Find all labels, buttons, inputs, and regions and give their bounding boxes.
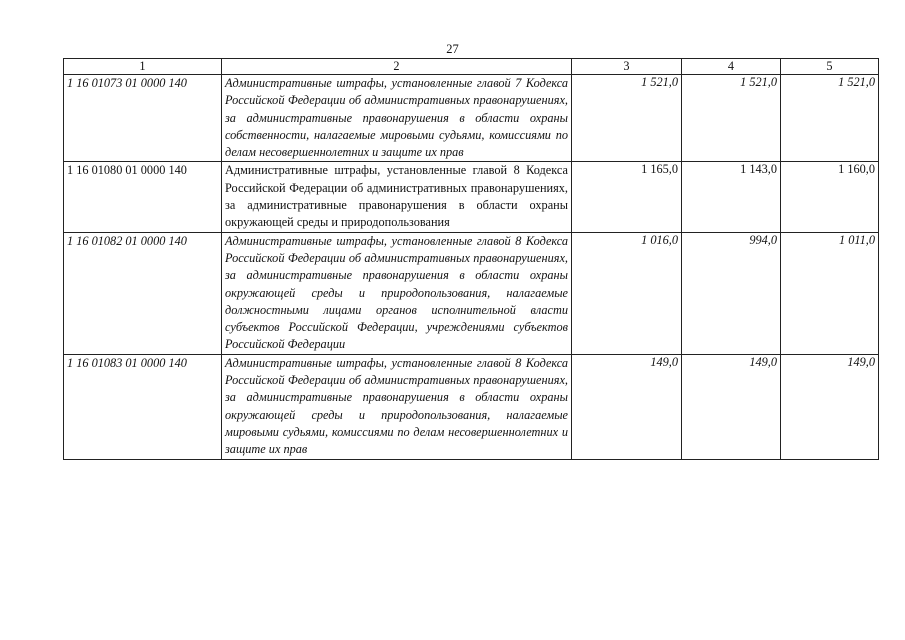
column-header-4: 4: [682, 59, 781, 75]
revenue-table: [63, 58, 879, 460]
budget-code-cell: 1 16 01083 01 0000 140: [64, 354, 222, 459]
description-cell: Административные штрафы, установленные главой 7 Кодекса Российской Федерации об административных правонарушениях, за административные правонарушения в области охраны собственности, налагаемые мировыми судьями, комиссиями по делам несовершеннолетних и защите их прав: [222, 75, 572, 162]
budget-code-cell: 1 16 01080 01 0000 140: [64, 162, 222, 232]
description-cell: Административные штрафы, установленные главой 8 Кодекса Российской Федерации об административных правонарушениях, за административные правонарушения в области охраны окружающей среды и природопользования, налагаемые мировыми судьями, комиссиями по делам несовершеннолетних и защите их прав: [222, 354, 572, 459]
description-cell: Административные штрафы, установленные главой 8 Кодекса Российской Федерации об административных правонарушениях, за административные правонарушения в области охраны окружающей среды и природопользования, налагаемые должностными лицами органов исполнительной власти субъектов Российской Федерации, учреждениями субъектов Российской Федерации: [222, 232, 572, 354]
value-col4-cell: 994,0: [682, 232, 781, 354]
value-col4-cell: 149,0: [682, 354, 781, 459]
value-col5-cell: 1 521,0: [781, 75, 879, 162]
page-number: 27: [446, 42, 459, 56]
value-col5-cell: 1 011,0: [781, 232, 879, 354]
table-row: [64, 162, 879, 232]
column-header-1: 1: [64, 59, 222, 75]
column-header-2: 2: [222, 59, 572, 75]
description-cell: Административные штрафы, установленные главой 8 Кодекса Российской Федерации об административных правонарушениях, за административные правонарушения в области охраны окружающей среды и природопользования: [222, 162, 572, 232]
budget-code-cell: 1 16 01073 01 0000 140: [64, 75, 222, 162]
value-col5-cell: 149,0: [781, 354, 879, 459]
value-col3-cell: 1 521,0: [572, 75, 682, 162]
table-row: [64, 354, 879, 459]
budget-code-cell: 1 16 01082 01 0000 140: [64, 232, 222, 354]
table-row: [64, 75, 879, 162]
value-col5-cell: 1 160,0: [781, 162, 879, 232]
column-header-5: 5: [781, 59, 879, 75]
table-header-row: [64, 59, 879, 75]
column-header-3: 3: [572, 59, 682, 75]
value-col3-cell: 1 016,0: [572, 232, 682, 354]
value-col3-cell: 149,0: [572, 354, 682, 459]
value-col4-cell: 1 521,0: [682, 75, 781, 162]
value-col4-cell: 1 143,0: [682, 162, 781, 232]
table-row: [64, 232, 879, 354]
value-col3-cell: 1 165,0: [572, 162, 682, 232]
